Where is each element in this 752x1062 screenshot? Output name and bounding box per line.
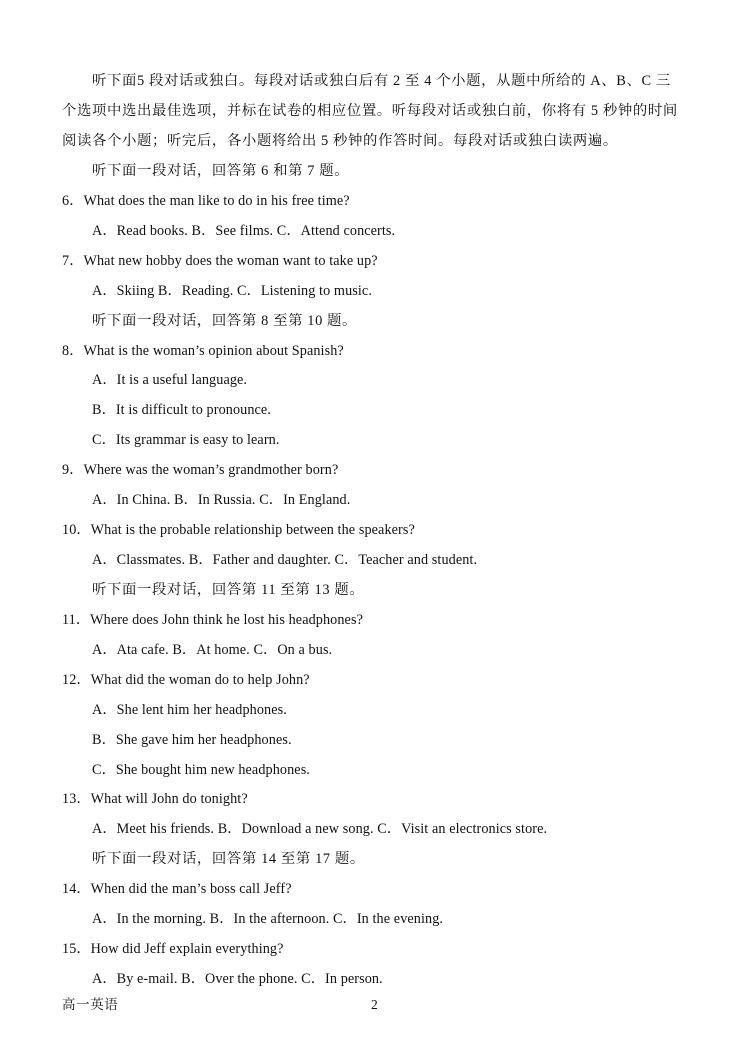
question-15-stem: 15．How did Jeff explain everything? [62,941,284,957]
question-12-option-b: B．She gave him her headphones. [92,732,292,748]
question-11-options: A．Ata cafe. B．At home. C．On a bus. [92,642,333,658]
question-10-options: A．Classmates. B．Father and daughter. C．Teacher and student. [92,552,478,568]
question-15-options: A．By e-mail. B．Over the phone. C．In person. [92,971,383,987]
section-instruction: 听下面一段对话，回答第 8 至第 10 题。 [92,313,358,329]
question-7-stem: 7．What new hobby does the woman want to take up? [62,253,378,269]
question-8-stem: 8．What is the woman’s opinion about Spanish? [62,343,344,359]
question-8-option-a: A．It is a useful language. [92,372,248,388]
page-number: 2 [371,997,378,1012]
intro-line-3: 阅读各个小题；听完后，各小题将给出 5 秒钟的作答时间。每段对话或独白读两遍。 [62,133,618,149]
question-14-options: A．In the morning. B．In the afternoon. C．In the evening. [92,911,444,927]
question-14-stem: 14．When did the man’s boss call Jeff? [62,881,292,897]
question-10-stem: 10．What is the probable relationship between the speakers? [62,522,415,538]
question-7-options: A．Skiing B．Reading. C．Listening to music. [92,283,372,299]
question-9-options: A．In China. B．In Russia. C．In England. [92,492,351,508]
question-13-options: A．Meet his friends. B．Download a new song. C．Visit an electronics store. [92,821,548,837]
question-11-stem: 11．Where does John think he lost his headphones? [62,612,363,628]
question-12-option-a: A．She lent him her headphones. [92,702,287,718]
section-instruction: 听下面一段对话，回答第 6 和第 7 题。 [92,163,350,179]
question-9-stem: 9．Where was the woman’s grandmother born? [62,462,339,478]
intro-line-1: 听下面5 段对话或独白。每段对话或独白后有 2 至 4 个小题，从题中所给的 A、B、C 三 [92,73,671,89]
question-12-option-c: C．She bought him new headphones. [92,762,310,778]
question-8-option-c: C．Its grammar is easy to learn. [92,432,280,448]
section-instruction: 听下面一段对话，回答第 11 至第 13 题。 [92,582,365,598]
question-8-option-b: B．It is difficult to pronounce. [92,402,271,418]
question-6-options: A．Read books. B．See films. C．Attend concerts. [92,223,396,239]
question-6-stem: 6．What does the man like to do in his free time? [62,193,350,209]
question-12-stem: 12．What did the woman do to help John? [62,672,310,688]
intro-line-2: 个选项中选出最佳选项，并标在试卷的相应位置。听每段对话或独白前，你将有 5 秒钟的时间 [62,103,678,119]
question-13-stem: 13．What will John do tonight? [62,791,248,807]
footer-subject: 高一英语 [62,997,119,1012]
section-instruction: 听下面一段对话，回答第 14 至第 17 题。 [92,851,365,867]
